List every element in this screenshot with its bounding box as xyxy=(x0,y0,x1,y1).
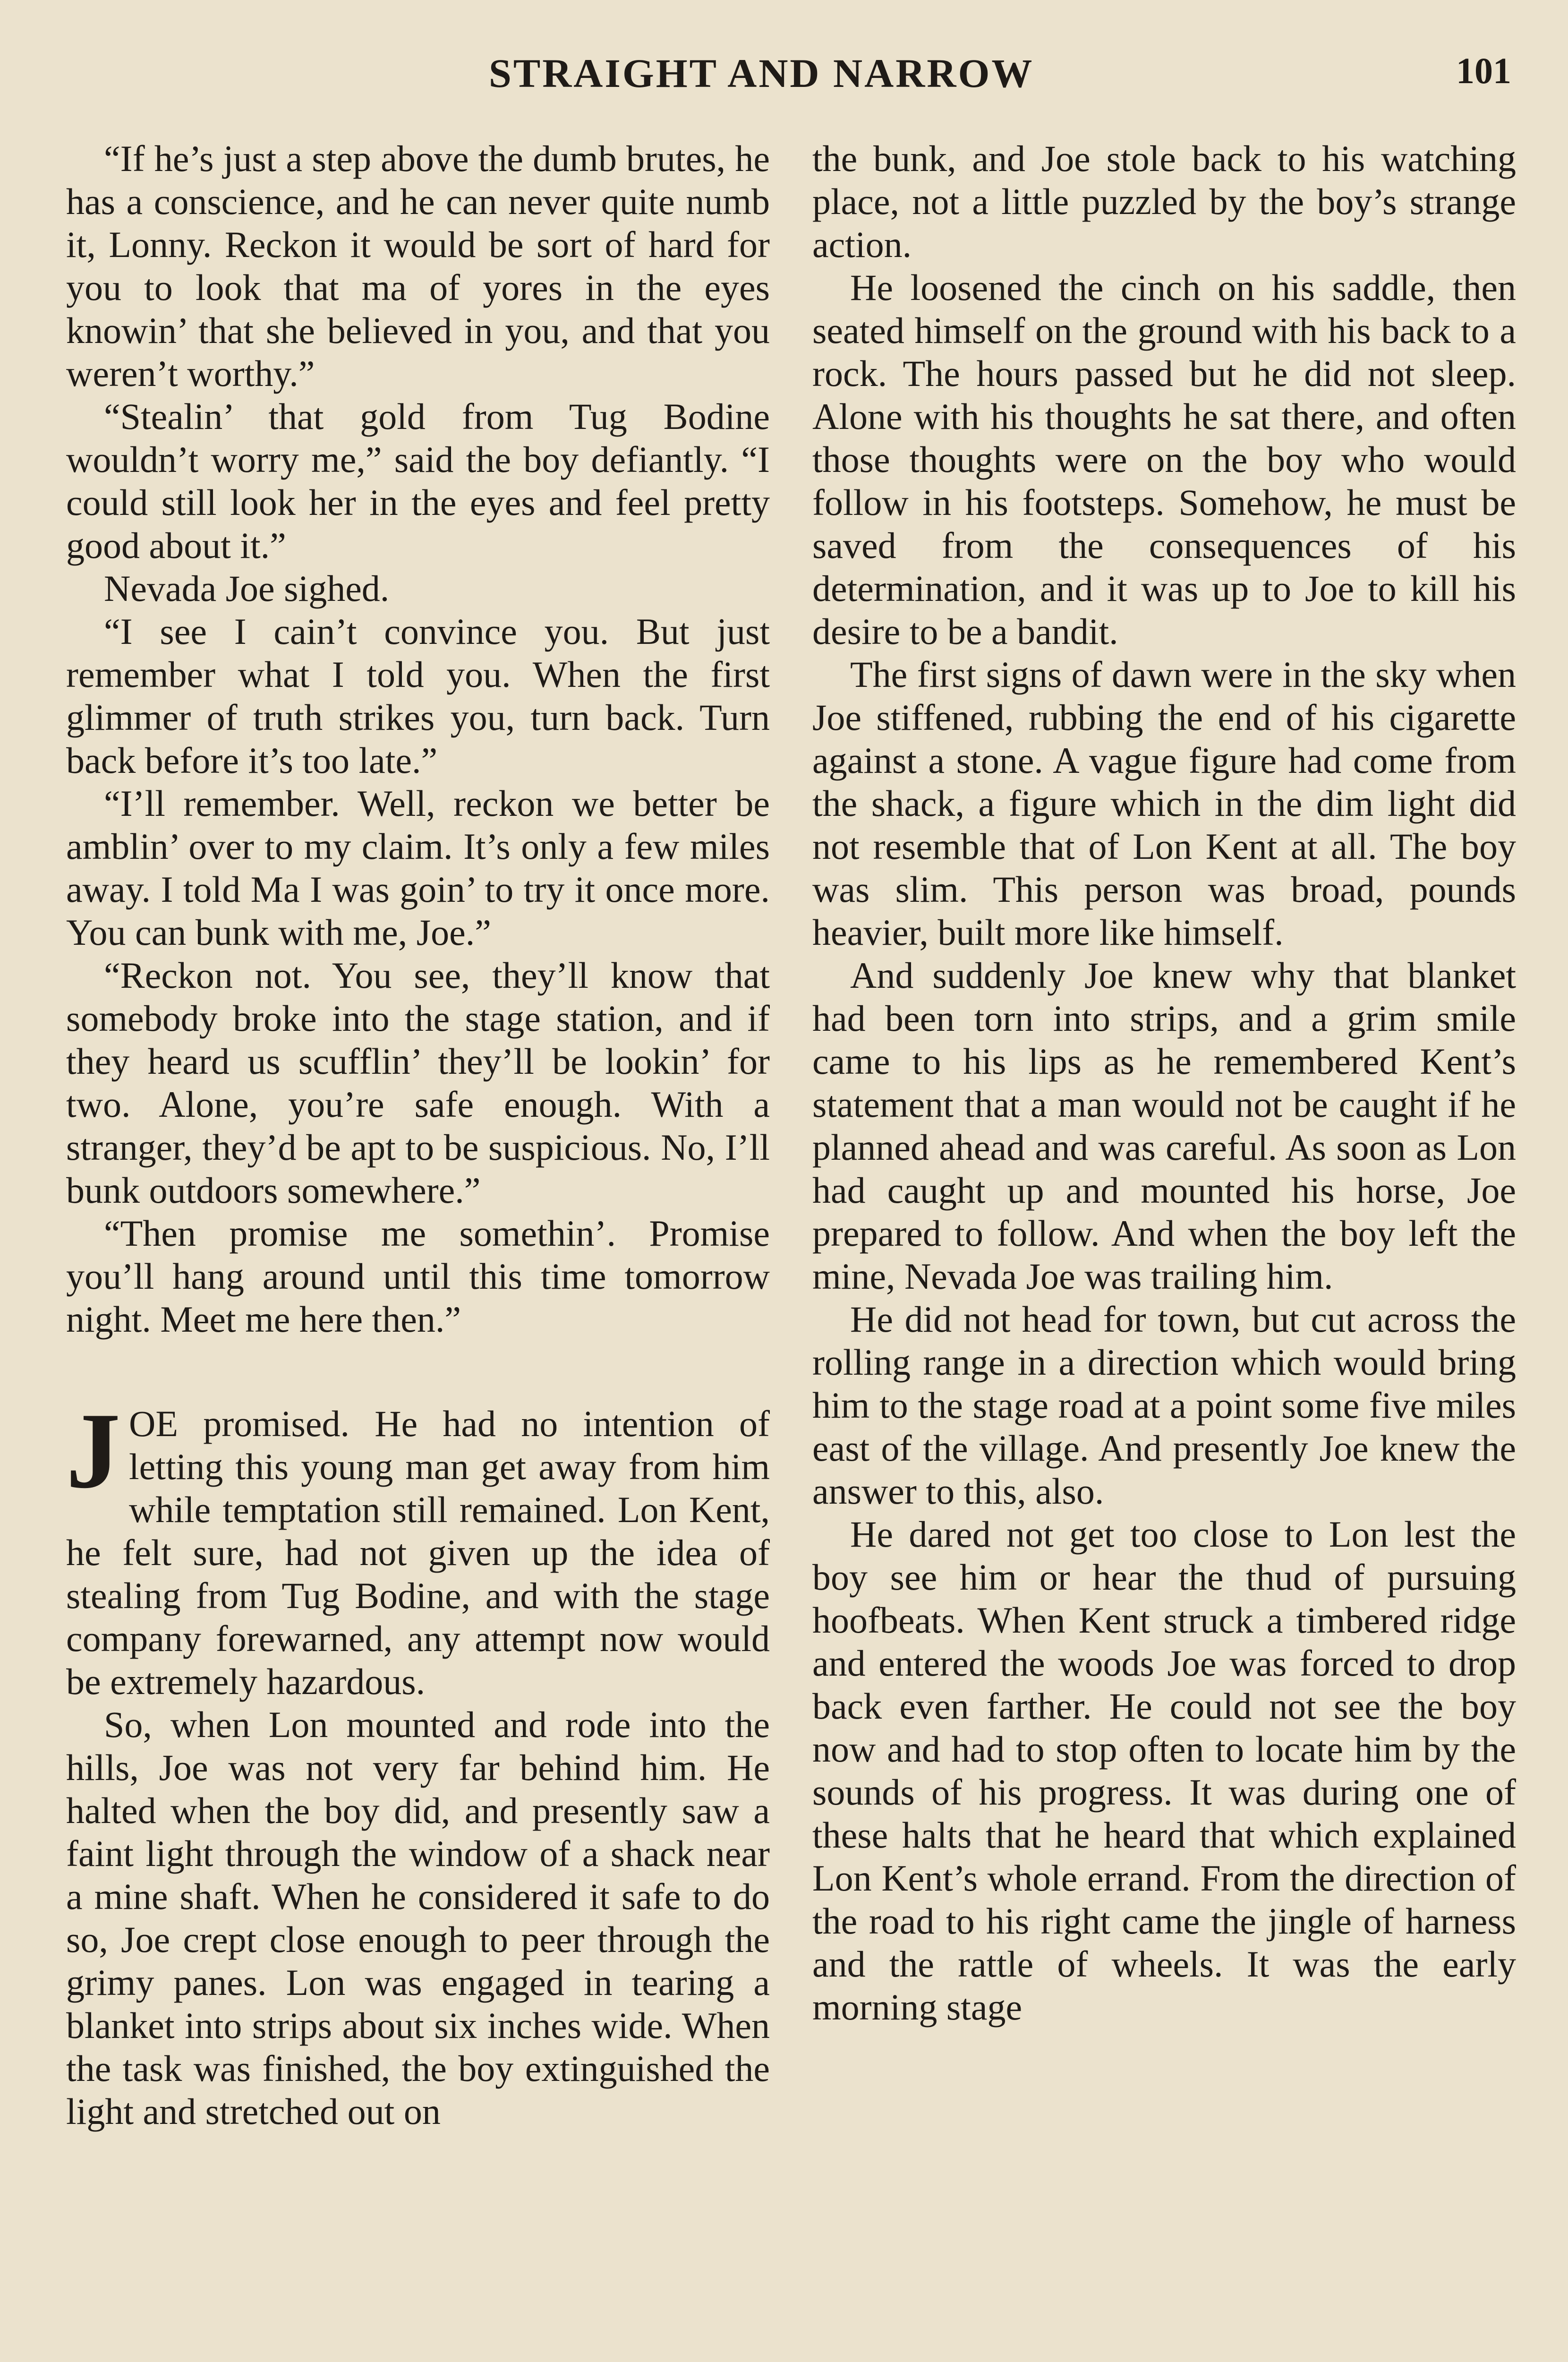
dropcap-paragraph-text: OE promised. He had no intention of letting this young man get away from him while temptation still remained. Lon Kent, he felt sure, had not given up the idea of stealing from Tug Bodine, and with the stage company forewarned, any attempt now would be extremely hazardous. xyxy=(66,1403,770,1702)
running-title: STRAIGHT AND NARROW xyxy=(489,51,1034,96)
paragraph: “Stealin’ that gold from Tug Bodine wouldn’t worry me,” said the boy defiantly. “I could still look her in the eyes and feel pretty good about it.” xyxy=(66,396,770,566)
paragraph: He dared not get too close to Lon lest the boy see him or hear the thud of pursuing hoofbeats. When Kent struck a timbered ridge and entered the woods Joe was forced to drop back even farther. He could not see the boy now and had to stop often to locate him by the sounds of his progress. It was during one of these halts that he heard that which explained Lon Kent’s whole errand. From the direction of the road to his right came the jingle of harness and the rattle of wheels. It was the early morning stage xyxy=(812,1514,1516,2028)
page-header xyxy=(0,50,1568,102)
paragraph: “I see I cain’t convince you. But just remember what I told you. When the first glimmer of truth strikes you, turn back. Turn back before it’s too late.” xyxy=(66,611,770,781)
paragraph: He loosened the cinch on his saddle, then seated himself on the ground with his back to a rock. The hours passed but he did not sleep. Alone with his thoughts he sat there, and often those thoughts were on the boy who would follow in his footsteps. Somehow, he must be saved from the consequences of his determination, and it was up to Joe to kill his desire to be a bandit. xyxy=(812,267,1516,652)
right-column xyxy=(812,137,1516,2362)
left-column xyxy=(66,137,770,2362)
paragraph: The first signs of dawn were in the sky when Joe stiffened, rubbing the end of his cigarette against a stone. A vague figure had come from the shack, a figure which in the dim light did not resemble that of Lon Kent at all. The boy was slim. This person was broad, pounds heavier, built more like himself. xyxy=(812,654,1516,953)
paragraph: Nevada Joe sighed. xyxy=(104,568,390,609)
paragraph: “If he’s just a step above the dumb brutes, he has a conscience, and he can never quite numb it, Lonny. Reckon it would be sort of hard for you to look that ma of yores in the eyes knowin’ that she believed in you, and that you weren’t worthy.” xyxy=(66,138,770,394)
page-number: 101 xyxy=(1456,50,1511,91)
paragraph: He did not head for town, but cut across the rolling range in a direction which would bring him to the stage road at a point some five miles east of the village. And presently Joe knew the answer to this, also. xyxy=(812,1299,1516,1512)
drop-cap: J xyxy=(66,1390,120,1511)
paragraph: “Reckon not. You see, they’ll know that somebody broke into the stage station, and if they heard us scufflin’ they’ll be lookin’ for two. Alone, you’re safe enough. With a stranger, they’d be apt to be suspicious. No, I’ll bunk outdoors somewhere.” xyxy=(66,955,770,1211)
paragraph: And suddenly Joe knew why that blanket had been torn into strips, and a grim smile came to his lips as he remembered Kent’s statement that a man would not be caught if he planned ahead and was careful. As soon as Lon had caught up and mounted his horse, Joe prepared to follow. And when the boy left the mine, Nevada Joe was trailing him. xyxy=(812,955,1516,1297)
continued-paragraph: the bunk, and Joe stole back to his watching place, not a little puzzled by the boy’s strange action. xyxy=(812,138,1516,265)
section-start-paragraph xyxy=(66,1390,770,1703)
paragraph: “Then promise me somethin’. Promise you’ll hang around until this time tomorrow night. Meet me here then.” xyxy=(66,1213,770,1340)
paragraph: So, when Lon mounted and rode into the hills, Joe was not very far behind him. He halted when the boy did, and presently saw a faint light through the window of a shack near a mine shaft. When he considered it safe to do so, Joe crept close enough to peer through the grimy panes. Lon was engaged in tearing a blanket into strips about six inches wide. When the task was finished, the boy extinguished the light and stretched out on xyxy=(66,1704,770,2132)
paragraph: “I’ll remember. Well, reckon we better be amblin’ over to my claim. It’s only a few miles away. I told Ma I was goin’ to try it once more. You can bunk with me, Joe.” xyxy=(66,783,770,953)
